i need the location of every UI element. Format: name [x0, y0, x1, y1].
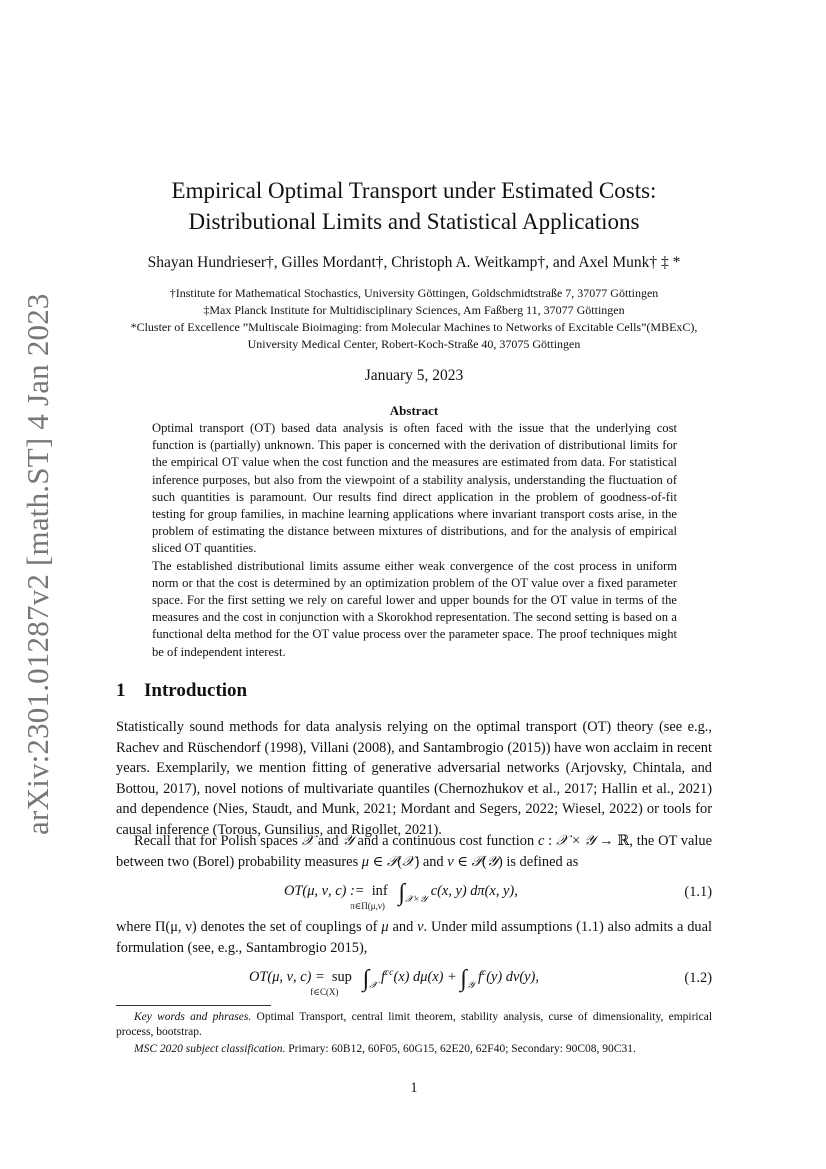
equation-1-1	[116, 880, 712, 920]
intro-paragraph-1-text: Statistically sound methods for data analysis relying on the optimal transport (OT) theory (see e.g., Rachev and Rüschendorf (1998), Villani (2008), and Santambrogio (2015)) have won acclaim in recent years. Exemplarily, we mention fitting of generative adversarial networks (Arjovsky, Chintala, and Bottou, 2017), novel notions of multivariate quantiles (Chernozhukov et al., 2017; Hallin et al., 2021) and dependence (Nies, Staudt, and Munk, 2021; Mordant and Segers, 2022; Wiesel, 2022) or tools for causal inference (Torous, Gunsilius, and Rigollet, 2021).	[116, 719, 712, 838]
keywords-label: Key words and phrases.	[134, 1011, 252, 1023]
intro-p3-text-a: where Π(μ, ν) denotes the set of couplings of	[116, 919, 378, 935]
supremum-operator: sup	[331, 969, 352, 985]
equation-1-2	[116, 966, 712, 1006]
equation-1-1-formula: OT(μ, ν, c) := inf π∈Π(μ,ν) $\int_{𝒳\times 𝒴}$ c(x, y) dπ(x, y),	[284, 880, 518, 911]
footnote-msc	[116, 1042, 712, 1057]
section-number: 1	[116, 680, 126, 701]
title-line-2: Distributional Limits and Statistical Applications	[188, 209, 640, 234]
affiliation-4: University Medical Center, Robert-Koch-Straße 40, 37075 Göttingen	[247, 337, 581, 351]
page-number: 1	[410, 1080, 418, 1096]
paper-date: January 5, 2023	[364, 367, 464, 384]
abstract-paragraph-2: The established distributional limits assume either weak convergence of the cost process in uniform norm or that the cost is determined by an optimization problem of the OT value over a fixed parameter space. For the first setting we rely on careful lower and upper bounds for the OT value in terms of the measures and the cost in conjunction with a Skorokhod representation. The second setting is based on a functional delta method for the OT value process over the parameter space. The proof techniques might be of independent interest.	[152, 558, 677, 659]
infimum-subscript: π∈Π(μ,ν)	[350, 901, 385, 911]
intro-p2-text-e: and	[422, 853, 444, 870]
intro-p2-text-d: , the OT value between two (Borel) probability measures	[116, 833, 712, 870]
section-title: Introduction	[144, 680, 248, 701]
keywords-text: Optimal Transport, central limit theorem, stability analysis, curse of dimensionality, empirical process, bootstrap.	[116, 1011, 713, 1038]
intro-p2-text-b: and	[317, 833, 339, 849]
intro-p3-text-c: . Under mild assumptions (1.1) also admits a dual formulation (see, e.g., Santambrogio 2015),	[116, 919, 712, 956]
footnote-keywords	[116, 1010, 712, 1040]
intro-p2-text-c: and a continuous cost function	[357, 833, 535, 849]
intro-paragraph-1	[116, 717, 712, 840]
abstract-body	[152, 420, 677, 661]
intro-paragraph-3: where Π(μ, ν) denotes the set of couplings of μ and ν. Under mild assumptions (1.1) also admits a dual formulation (see, e.g., Santambrogio 2015),	[116, 919, 712, 956]
msc-label: MSC 2020 subject classification.	[134, 1043, 286, 1055]
abstract-paragraph-1: Optimal transport (OT) based data analysis is often faced with the issue that the underlying cost function is (partially) unknown. This paper is concerned with the derivation of distributional limits for the empirical OT value when the cost function and the measures are estimated from data. For statistical inference purposes, but also from the viewpoint of a stability analysis, understanding the fluctuation of such quantities is paramount. Our results find direct application in the problem of goodness-of-fit testing for group families, in machine learning applications where invariant transport costs arise, in the problem of estimating the distance between mixtures of distributions, and for the analysis of empirical sliced OT quantities.	[152, 421, 677, 556]
affiliation-3: *Cluster of Excellence ”Multiscale Bioimaging: from Molecular Machines to Networks of Excitable Cells”(MBExC),	[130, 320, 698, 334]
msc-text: Primary: 60B12, 60F05, 60G15, 62E20, 62F40; Secondary: 90C08, 90C31.	[288, 1043, 636, 1055]
affiliation-1: †Institute for Mathematical Stochastics, University Göttingen, Goldschmidtstraße 7, 37077 Göttingen	[169, 286, 659, 300]
section-heading-introduction	[116, 680, 247, 702]
intro-p2-text-f: is defined as	[506, 853, 579, 870]
intro-p3-text-b: and	[392, 919, 414, 935]
abstract-heading: Abstract	[389, 403, 439, 418]
author-list: Shayan Hundrieser†, Gilles Mordant†, Christoph A. Weitkamp†, and Axel Munk† ‡ *	[147, 254, 681, 271]
infimum-operator: inf	[371, 883, 388, 899]
intro-p2-text-a: Recall that for Polish spaces	[134, 833, 298, 849]
equation-1-1-number: (1.1)	[684, 884, 712, 900]
supremum-subscript: f∈C(X)	[310, 987, 339, 997]
equation-1-2-number: (1.2)	[684, 970, 712, 986]
equation-1-2-formula: OT(μ, ν, c) = sup f∈C(X) $\int_𝒳$ $f^{cc}(x) d\mu(x) + \int_𝒴$ $f^c(y)$ dν(y),	[249, 966, 539, 997]
title-line-1: Empirical Optimal Transport under Estimated Costs:	[171, 178, 657, 203]
intro-paragraph-2: Recall that for Polish spaces 𝒳 and 𝒴 and a continuous cost function c : 𝒳 × 𝒴 → ℝ, the OT value between two (Borel) probability measures μ ∈ 𝒫(𝒳) and ν ∈ 𝒫(𝒴) is defined as	[116, 833, 712, 870]
footnote-divider	[116, 1005, 271, 1006]
paper-title	[116, 175, 712, 237]
affiliation-2: ‡Max Planck Institute for Multidisciplinary Sciences, Am Faßberg 11, 37077 Göttingen	[203, 303, 625, 317]
arxiv-stamp: arXiv:2301.01287v2 [math.ST] 4 Jan 2023	[20, 293, 55, 835]
